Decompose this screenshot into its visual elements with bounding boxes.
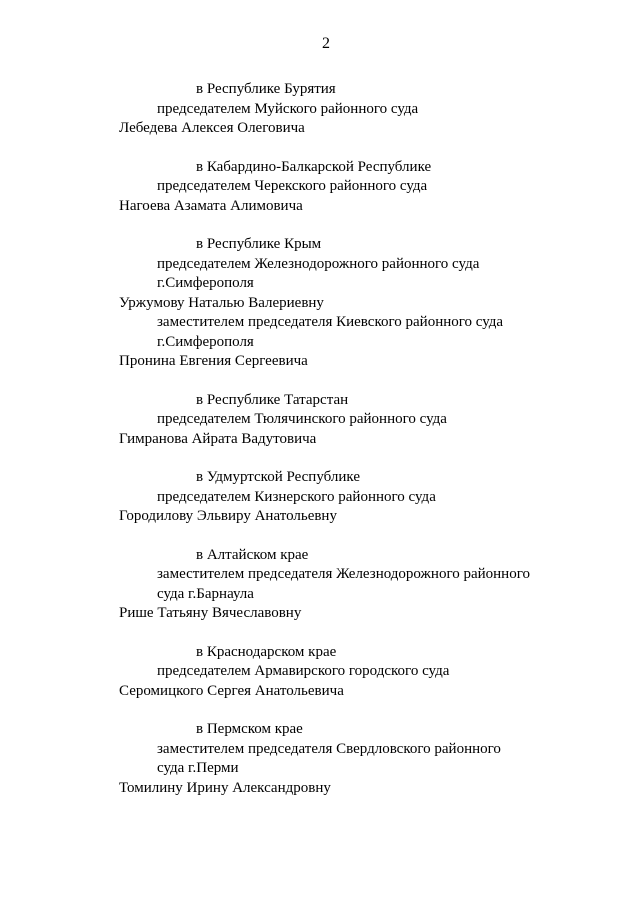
region-heading: в Краснодарском крае bbox=[196, 643, 337, 660]
region-section bbox=[0, 391, 640, 450]
region-heading: в Республике Татарстан bbox=[196, 391, 349, 408]
region-heading: в Кабардино-Балкарской Республике bbox=[196, 158, 432, 175]
position-line: председателем Железнодорожного районного суда bbox=[157, 255, 480, 272]
appointment-list bbox=[0, 80, 640, 817]
position-line: председателем Кизнерского районного суда bbox=[157, 488, 436, 505]
appointee-name: Пронина Евгения Сергеевича bbox=[119, 353, 308, 369]
appointee-name: Серомицкого Сергея Анатольевича bbox=[119, 682, 344, 699]
position-line: заместителем председателя Свердловского районного bbox=[157, 740, 501, 757]
region-heading: в Пермском крае bbox=[196, 721, 303, 737]
appointee-name: Уржумову Наталью Валериевну bbox=[119, 294, 324, 311]
region-section bbox=[0, 546, 640, 624]
appointee-name: Городилову Эльвиру Анатольевну bbox=[119, 508, 337, 524]
position-line: суда г.Перми bbox=[157, 760, 239, 776]
appointee-name: Гимранова Айрата Вадутовича bbox=[119, 430, 317, 447]
appointee-name: Рише Татьяну Вячеславовну bbox=[119, 605, 302, 621]
appointee-name: Лебедева Алексея Олеговича bbox=[119, 120, 305, 136]
region-heading: в Алтайском крае bbox=[196, 546, 309, 563]
region-heading: в Республике Крым bbox=[196, 236, 322, 252]
appointee-name: Томилину Ирину Александровну bbox=[119, 779, 331, 796]
region-section bbox=[0, 468, 640, 527]
position-line: председателем Муйского районного суда bbox=[157, 100, 419, 117]
region-section bbox=[0, 158, 640, 217]
position-line: председателем Армавирского городского суда bbox=[157, 663, 450, 679]
position-line: г.Симферополя bbox=[157, 275, 254, 291]
page-number: 2 bbox=[322, 35, 330, 52]
position-line: председателем Черекского районного суда bbox=[157, 178, 428, 194]
region-section bbox=[0, 235, 640, 372]
region-section bbox=[0, 720, 640, 798]
position-line: г.Симферополя bbox=[157, 333, 254, 350]
region-section bbox=[0, 80, 640, 139]
position-line: заместителем председателя Киевского районного суда bbox=[157, 314, 504, 330]
region-section bbox=[0, 643, 640, 702]
position-line: председателем Тюлячинского районного суда bbox=[157, 411, 447, 427]
region-heading: в Республике Бурятия bbox=[196, 81, 336, 97]
position-line: суда г.Барнаула bbox=[157, 585, 254, 602]
appointee-name: Нагоева Азамата Алимовича bbox=[119, 197, 303, 214]
position-line: заместителем председателя Железнодорожного районного bbox=[157, 566, 530, 582]
region-heading: в Удмуртской Республике bbox=[196, 469, 360, 485]
